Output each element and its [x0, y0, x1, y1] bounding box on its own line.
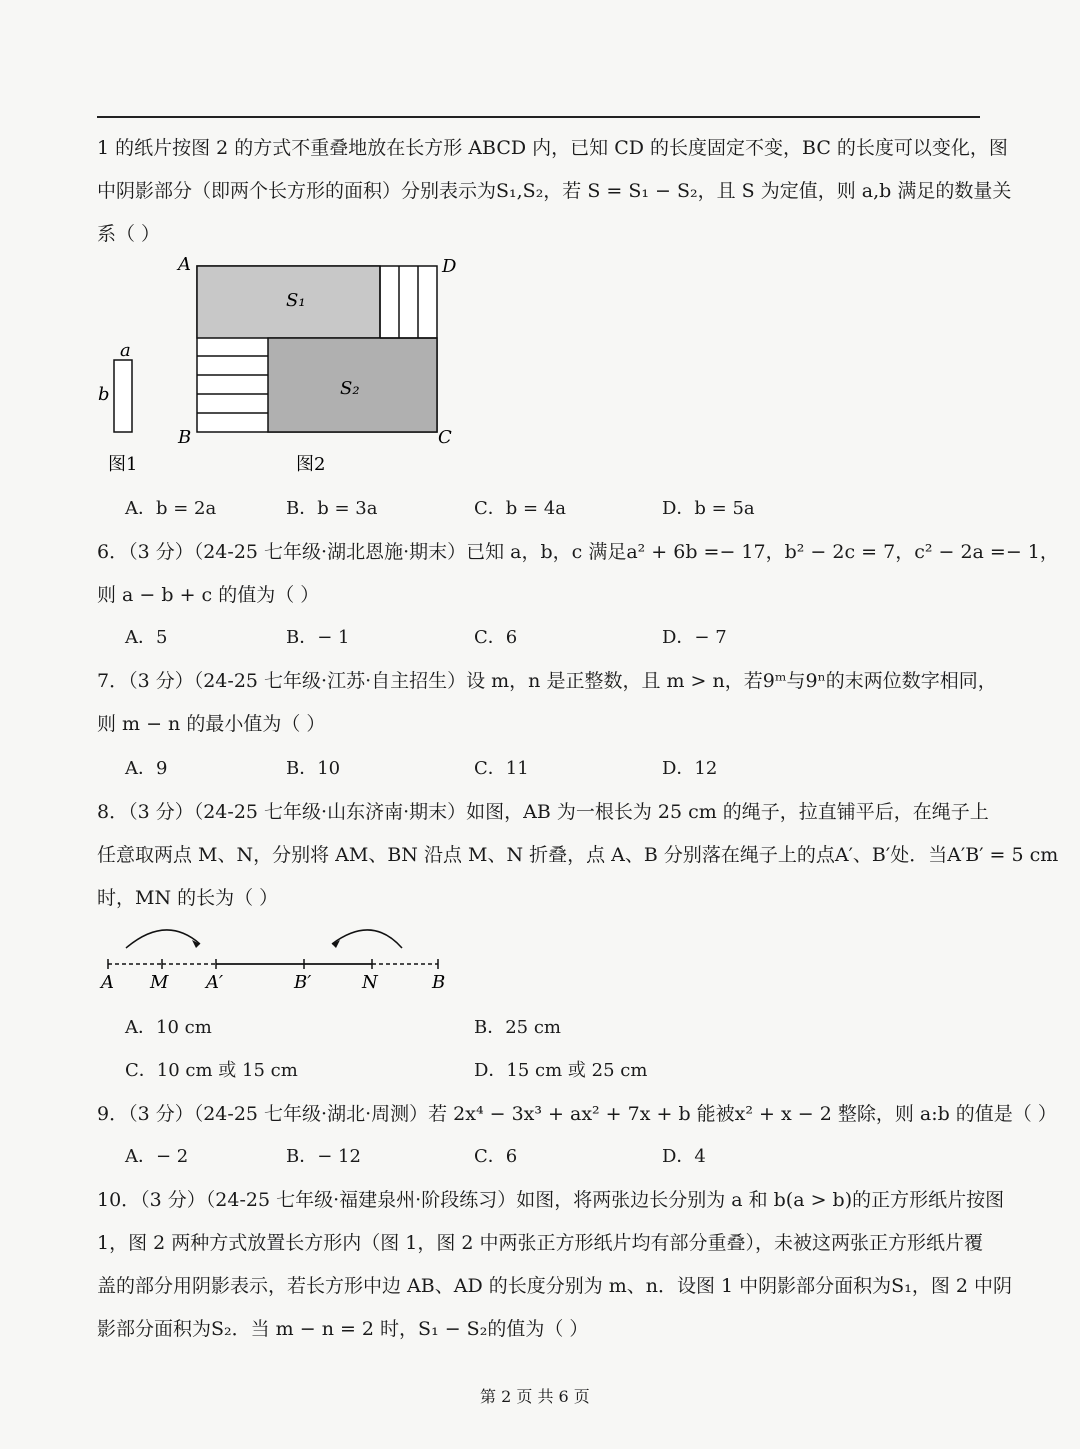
q5-figure	[90, 248, 470, 480]
q8-rope-figure	[96, 918, 456, 996]
q7-option-d[interactable]: D．12	[662, 758, 718, 779]
fig1-label-a: a	[120, 340, 131, 361]
q8-option-b[interactable]: B．25 cm	[474, 1017, 562, 1038]
q6-option-d[interactable]: D．− 7	[662, 627, 727, 648]
q7-option-c[interactable]: C．11	[474, 758, 529, 779]
q5-option-a[interactable]: A．b = 2a	[125, 498, 217, 519]
point-m-label: M	[150, 972, 169, 993]
top-rule	[97, 116, 980, 118]
q6-line-1: 6．（3 分）（24-25 七年级·湖北恩施·期末）已知 a，b，c 满足a² + 6b =− 17，b² − 2c = 7，c² − 2a =− 1，	[97, 541, 1059, 563]
corner-d-label: D	[442, 256, 457, 277]
q7-option-b[interactable]: B．10	[286, 758, 341, 779]
fold-arrow-left	[126, 930, 200, 948]
q9-option-a[interactable]: A．− 2	[125, 1146, 189, 1167]
q8-line-2: 任意取两点 M、N，分别将 AM、BN 沿点 M、N 折叠，点 A、B 分别落在绳子上的点A′、B′处．当A′B′ = 5 cm	[97, 844, 1059, 866]
point-b-label: B	[432, 972, 446, 993]
q7-option-a[interactable]: A．9	[125, 758, 168, 779]
q7-line-1: 7．（3 分）（24-25 七年级·江苏·自主招生）设 m，n 是正整数，且 m > n，若9ᵐ与9ⁿ的末两位数字相同，	[97, 670, 997, 692]
q10-line-4: 影部分面积为S₂．当 m − n = 2 时，S₁ − S₂的值为（ ）	[97, 1318, 589, 1340]
q8-option-d[interactable]: D．15 cm 或 25 cm	[474, 1060, 648, 1081]
s1-label: S₁	[286, 290, 306, 311]
q5-option-d[interactable]: D．b = 5a	[662, 498, 755, 519]
q5-line-3: 系（ ）	[97, 223, 161, 245]
q5-line-2: 中阴影部分（即两个长方形的面积）分别表示为S₁,S₂，若 S = S₁ − S₂，且 S 为定值，则 a,b 满足的数量关	[97, 180, 1012, 202]
point-a-prime-label: A′	[206, 972, 224, 993]
corner-c-label: C	[438, 427, 452, 448]
q5-option-c[interactable]: C．b = 4a	[474, 498, 567, 519]
q10-line-2: 1，图 2 两种方式放置长方形内（图 1，图 2 中两张正方形纸片均有部分重叠），未被这两张正方形纸片覆	[97, 1232, 984, 1254]
q5-option-b[interactable]: B．b = 3a	[286, 498, 378, 519]
q8-line-1: 8．（3 分）（24-25 七年级·山东济南·期末）如图，AB 为一根长为 25 cm 的绳子，拉直铺平后，在绳子上	[97, 801, 989, 823]
q6-option-b[interactable]: B．− 1	[286, 627, 350, 648]
point-b-prime-label: B′	[294, 972, 312, 993]
q9-option-c[interactable]: C．6	[474, 1146, 518, 1167]
fig2-caption: 图2	[296, 454, 326, 475]
q5-line-1: 1 的纸片按图 2 的方式不重叠地放在长方形 ABCD 内，已知 CD 的长度固定不变，BC 的长度可以变化，图	[97, 137, 1008, 159]
corner-b-label: B	[178, 427, 192, 448]
s2-label: S₂	[340, 378, 360, 399]
q8-line-3: 时，MN 的长为（ ）	[97, 887, 279, 909]
q6-line-2: 则 a − b + c 的值为（ ）	[97, 584, 320, 606]
q10-line-3: 盖的部分用阴影表示，若长方形中边 AB、AD 的长度分别为 m、n．设图 1 中阴影部分面积为S₁，图 2 中阴	[97, 1275, 1012, 1297]
q9-option-b[interactable]: B．− 12	[286, 1146, 361, 1167]
q10-line-1: 10．（3 分）（24-25 七年级·福建泉州·阶段练习）如图，将两张边长分别为 a 和 b(a > b)的正方形纸片按图	[97, 1189, 1005, 1211]
corner-a-label: A	[178, 254, 191, 275]
q7-line-2: 则 m − n 的最小值为（ ）	[97, 713, 326, 735]
q6-option-c[interactable]: C．6	[474, 627, 518, 648]
q6-option-a[interactable]: A．5	[125, 627, 168, 648]
fig1-label-b: b	[98, 384, 110, 405]
q9-option-d[interactable]: D．4	[662, 1146, 706, 1167]
q9-line-1: 9．（3 分）（24-25 七年级·湖北·周测）若 2x⁴ − 3x³ + ax² + 7x + b 能被x² + x − 2 整除，则 a:b 的值是（ ）	[97, 1103, 1057, 1125]
q8-option-c[interactable]: C．10 cm 或 15 cm	[125, 1060, 298, 1081]
fig1-caption: 图1	[108, 454, 138, 475]
q8-option-a[interactable]: A．10 cm	[125, 1017, 212, 1038]
point-a-label: A	[101, 972, 114, 993]
fold-arrow-right	[332, 930, 402, 948]
point-n-label: N	[362, 972, 378, 993]
fig1-strip	[114, 360, 132, 432]
page-footer: 第 2 页 共 6 页	[480, 1387, 590, 1406]
